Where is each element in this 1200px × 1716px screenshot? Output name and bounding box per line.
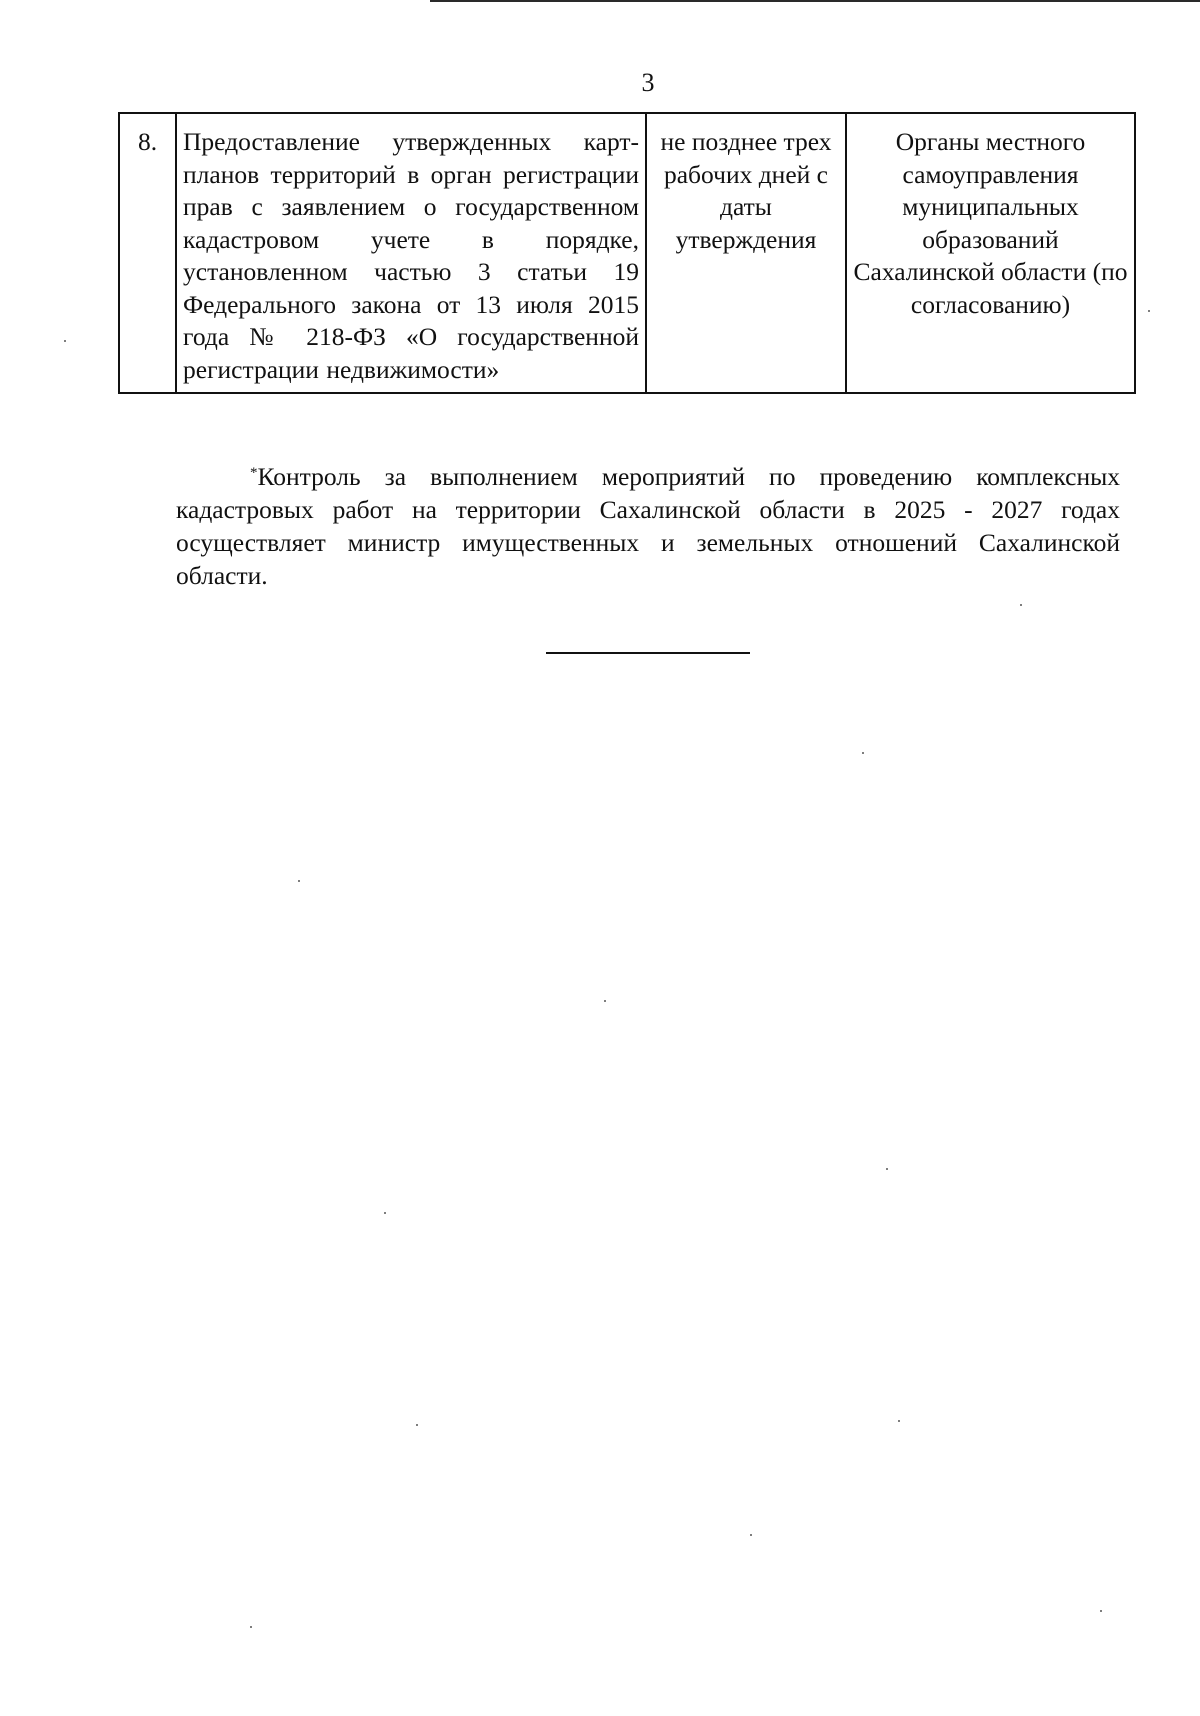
scan-speck bbox=[1020, 604, 1022, 606]
scan-speck bbox=[416, 1424, 418, 1426]
scan-speck bbox=[862, 752, 864, 754]
scan-speck bbox=[898, 1420, 900, 1422]
table-row bbox=[119, 113, 1135, 393]
scan-speck bbox=[1148, 310, 1150, 312]
row-number: 8. bbox=[119, 113, 176, 393]
footnote-text: Контроль за выполнением мероприятий по проведению комплексных кадастровых работ на территории Сахалинской области в 2025 - 2027 годах осуществляет министр имущественных и земельных отношений Сахалинской области. bbox=[176, 462, 1120, 590]
scan-speck bbox=[384, 1212, 386, 1214]
row-responsible: Органы местного самоуправления муниципальных образований Сахалинской области (по согласованию) bbox=[846, 113, 1135, 393]
scan-speck bbox=[604, 1000, 606, 1002]
scan-speck bbox=[250, 1626, 252, 1628]
row-description: Предоставление утвержденных карт-планов территорий в орган регистрации прав с заявлением о государственном кадастровом учете в порядке, установленном частью 3 статьи 19 Федерального закона от 13 июля 2015 года № 218-ФЗ «О государственной регистрации недвижимости» bbox=[183, 127, 639, 384]
scan-speck bbox=[298, 880, 300, 882]
footnote-marker: * bbox=[250, 465, 258, 481]
scan-speck bbox=[1100, 1610, 1102, 1612]
measures-table bbox=[118, 112, 1136, 394]
scan-speck bbox=[750, 1534, 752, 1536]
scan-speck bbox=[886, 1168, 888, 1170]
end-rule bbox=[546, 652, 750, 654]
top-rule bbox=[430, 0, 1200, 2]
footnote bbox=[176, 460, 1120, 592]
scan-speck bbox=[64, 340, 66, 342]
page-number: 3 bbox=[641, 68, 655, 97]
row-term: не позднее трех рабочих дней с даты утверждения bbox=[646, 113, 846, 393]
